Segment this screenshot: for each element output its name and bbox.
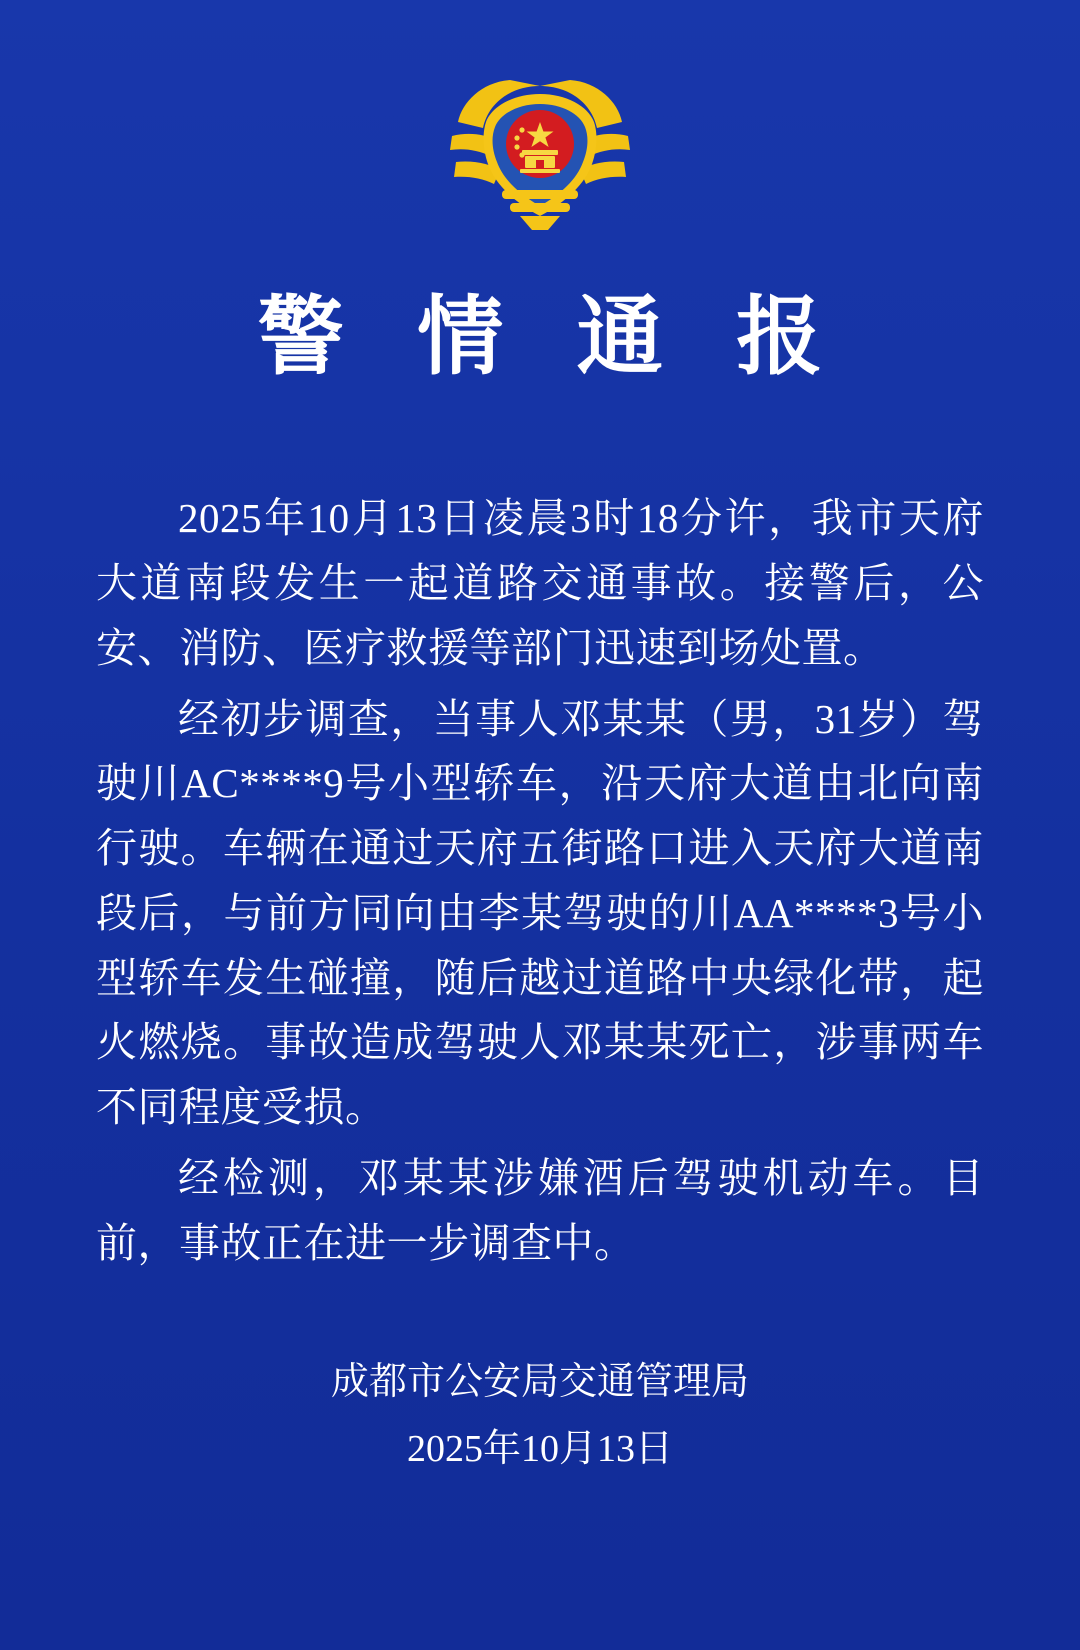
issue-date: 2025年10月13日 xyxy=(406,1427,673,1470)
issuing-authority: 成都市公安局交通管理局 xyxy=(330,1361,749,1403)
page-title: 警 情 通 报 xyxy=(257,289,849,385)
notice-paragraph-1: 2025年10月13日凌晨3时18分许，我市天府大道南段发生一起道路交通事故。接警后，公安、消防、医疗救援等部门迅速到场处置。 xyxy=(96,495,984,671)
police-badge-emblem xyxy=(440,78,640,248)
notice-paragraph-3: 经检测，邓某某涉嫌酒后驾驶机动车。目前，事故正在进一步调查中。 xyxy=(96,1154,984,1266)
notice-paragraph-2: 经初步调查，当事人邓某某（男，31岁）驾驶川AC****9号小型轿车，沿天府大道由北向南行驶。车辆在通过天府五街路口进入天府大道南段后，与前方同向由李某驾驶的川AA****3号小型轿车发生碰撞，随后越过道路中央绿化带，起火燃烧。事故造成驾驶人邓某某死亡，涉事两车不同程度受损。 xyxy=(96,695,984,1131)
notice-body xyxy=(96,486,984,1281)
signature-block xyxy=(0,1349,1080,1482)
